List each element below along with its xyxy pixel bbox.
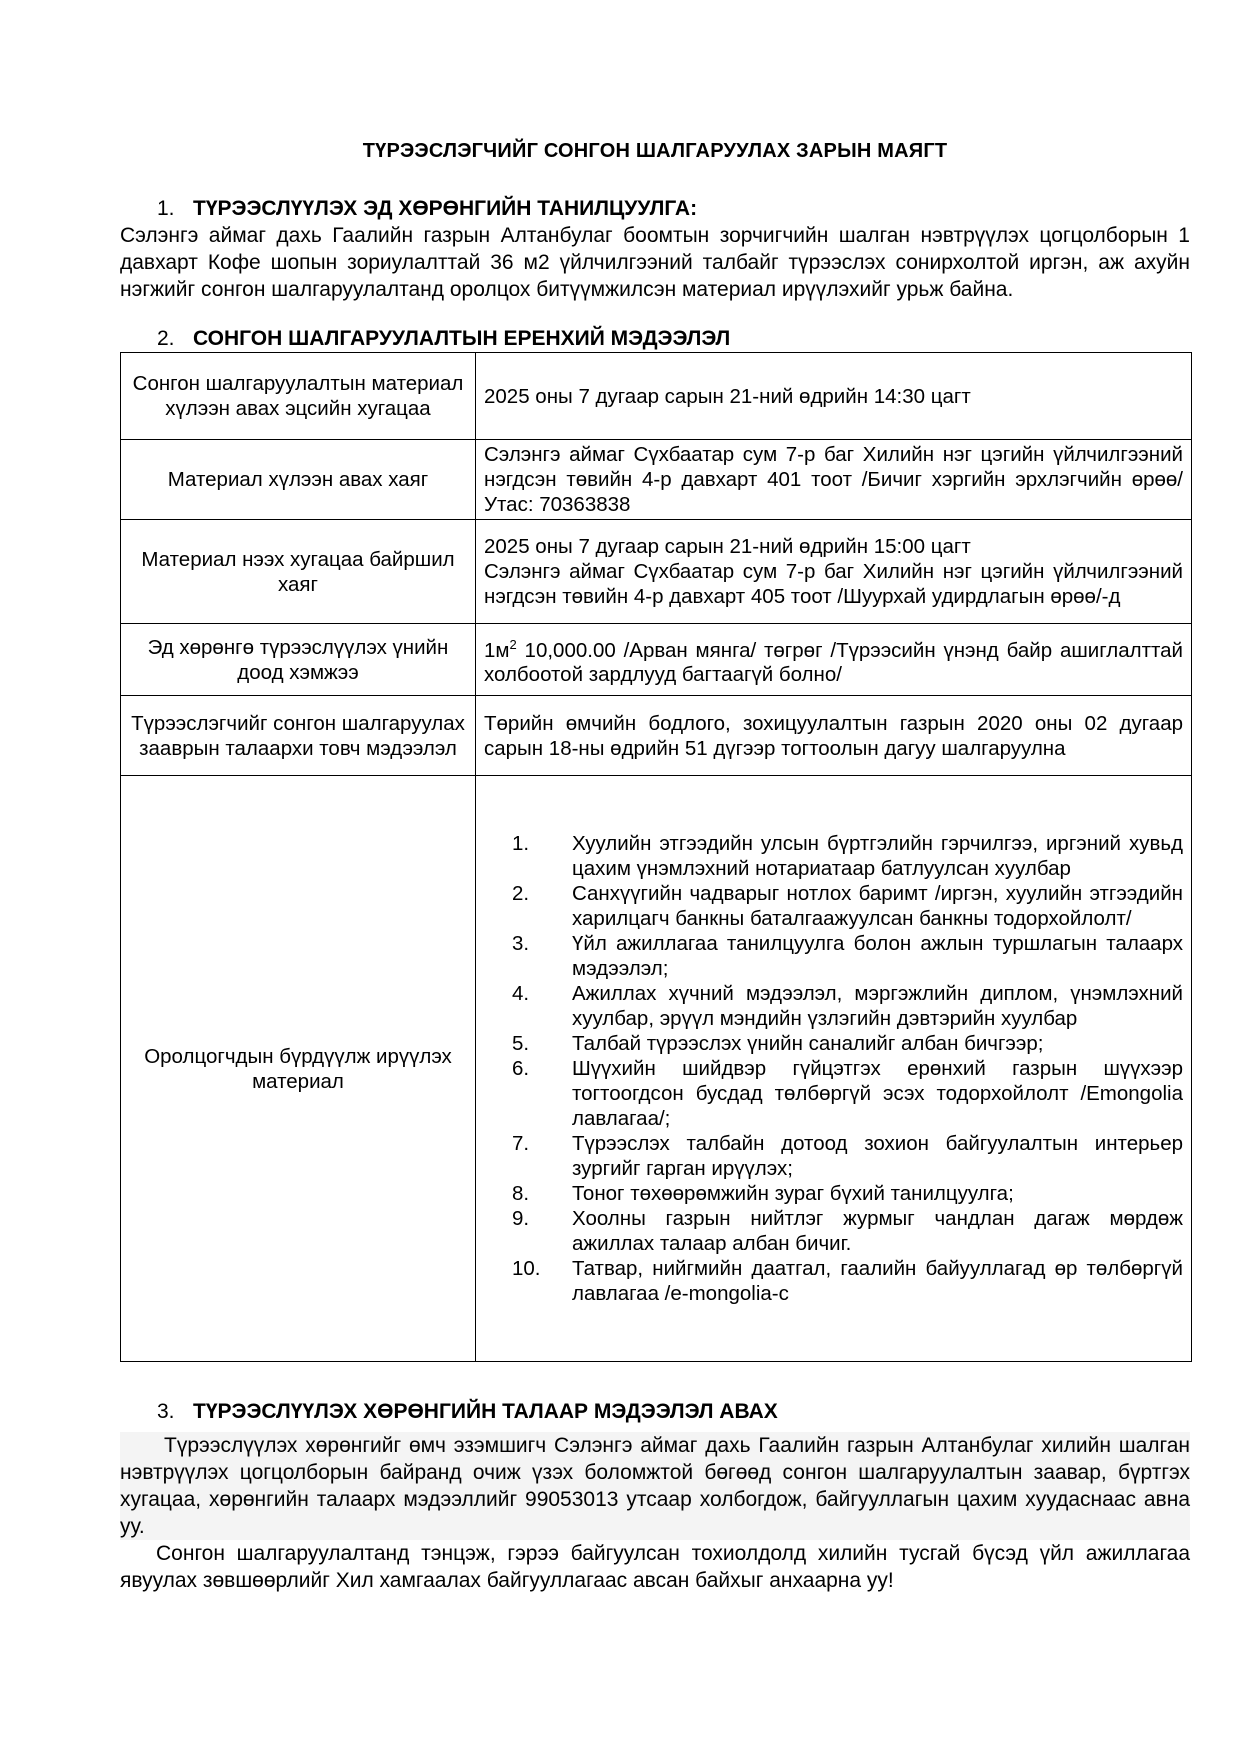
- list-item: [484, 1206, 1183, 1256]
- row-value-deadline: 2025 оны 7 дугаар сарын 21-ний өдрийн 14:30 цагт: [476, 353, 1192, 440]
- list-item-number: 8.: [512, 1182, 530, 1205]
- row-label-min-price: Эд хөрөнгө түрээслүүлэх үнийн доод хэмжээ: [121, 624, 476, 696]
- row-value-materials: [476, 776, 1192, 1362]
- materials-list: [484, 831, 1183, 1306]
- list-item: [484, 831, 1183, 881]
- section3-paragraph-1: Түрээслүүлэх хөрөнгийг өмч эзэмшигч Сэлэнгэ аймаг дахь Гаалийн газрын Алтанбулаг хилийн шалган нэвтрүүлэх цогцолборын байранд очиж үзэх боломжтой бөгөөд сонгон шалгаруулалтын заавар, бүртгэх хугацаа, хөрөнгийн талаарх мэдээллийг 99053013 утсаар холбогдож, байгууллагын цахим хуудаснаас авна уу.: [120, 1434, 1190, 1538]
- opening-place: Сэлэнгэ аймаг Сүхбаатар сум 7-р баг Хилийн нэг цэгийн үйлчилгээний нэгдсэн төвийн 4-р давхарт 405 тоот /Шуурхай удирдлагын өрөө/-д: [484, 560, 1183, 608]
- list-item: [484, 1256, 1183, 1306]
- table-row: [121, 353, 1192, 440]
- list-item-number: 10.: [512, 1257, 541, 1280]
- list-item: [484, 1056, 1183, 1131]
- list-item: [484, 1031, 1183, 1056]
- row-label-instructions: Түрээслэгчийг сонгон шалгаруулах зааврын талаархи товч мэдээлэл: [121, 696, 476, 776]
- list-item-text: Тоног төхөөрөмжийн зураг бүхий танилцуулга;: [572, 1182, 1014, 1205]
- list-item-text: Түрээслэх талбайн дотоод зохион байгуулалтын интерьер зургийг гарган ирүүлэх;: [572, 1132, 1183, 1180]
- list-item-text: Санхүүгийн чадварыг нотлох баримт /иргэн, хуулийн этгээдийн харилцагч банкны баталгаажуулсан банкны тодорхойлолт/: [572, 882, 1183, 930]
- section3-title: ТҮРЭЭСЛҮҮЛЭХ ХӨРӨНГИЙН ТАЛААР МЭДЭЭЛЭЛ АВАХ: [193, 1400, 778, 1423]
- section2-title: СОНГОН ШАЛГАРУУЛАЛТЫН ЕРЕНХИЙ МЭДЭЭЛЭЛ: [193, 327, 731, 350]
- row-label-materials: Оролцогчдын бүрдүүлж ирүүлэх материал: [121, 776, 476, 1362]
- table-row: [121, 624, 1192, 696]
- list-item-number: 5.: [512, 1032, 530, 1055]
- list-item-number: 4.: [512, 982, 530, 1005]
- row-value-address: Сэлэнгэ аймаг Сүхбаатар сум 7-р баг Хилийн нэг цэгийн үйлчилгээний нэгдсэн төвийн 4-р давхарт 401 тоот /Бичиг хэргийн эрхлэгчийн өрөө/ Утас: 70363838: [476, 440, 1192, 520]
- row-label-address: Материал хүлээн авах хаяг: [121, 440, 476, 520]
- row-value-min-price: [476, 624, 1192, 696]
- section1-number: 1.: [157, 197, 175, 220]
- section1-heading: [157, 197, 697, 221]
- price-unit: 1м: [484, 638, 510, 662]
- price-unit-exponent: 2: [509, 636, 517, 652]
- section2-heading: [157, 327, 730, 351]
- list-item-text: Хоолны газрын нийтлэг журмыг чандлан дагаж мөрдөж ажиллах талаар албан бичиг.: [572, 1207, 1183, 1255]
- section3-number: 3.: [157, 1400, 175, 1423]
- list-item-number: 9.: [512, 1207, 530, 1230]
- row-value-opening: [476, 520, 1192, 624]
- list-item-number: 6.: [512, 1057, 530, 1080]
- list-item-number: 3.: [512, 932, 530, 955]
- list-item-text: Ажиллах хүчний мэдээлэл, мэргэжлийн диплом, үнэмлэхний хуулбар, эрүүл мэндийн үзлэгийн дэвтэрийн хуулбар: [572, 982, 1183, 1030]
- table-row: [121, 776, 1192, 1362]
- list-item: [484, 981, 1183, 1031]
- list-item-text: Хуулийн этгээдийн улсын бүртгэлийн гэрчилгээ, иргэний хувьд цахим үнэмлэхний нотариатаар батлуулсан хуулбар: [572, 832, 1183, 880]
- table-row: [121, 440, 1192, 520]
- section2-number: 2.: [157, 327, 175, 350]
- section3-paragraph-2: Сонгон шалгаруулалтанд тэнцэж, гэрээ байгуулсан тохиолдолд хилийн тусгай бүсэд үйл ажиллагаа явуулах зөвшөөрлийг Хил хамгаалах байгууллагаас авсан байхыг анхаарна уу!: [120, 1542, 1190, 1592]
- page-title: ТҮРЭЭСЛЭГЧИЙГ СОНГОН ШАЛГАРУУЛАХ ЗАРЫН МАЯГТ: [362, 140, 948, 162]
- list-item-text: Шүүхийн шийдвэр гүйцэтгэх ерөнхий газрын шүүхээр тогтоогдсон бусдад төлбөргүй эсэх тодорхойлолт /Emongolia лавлагаа/;: [572, 1057, 1183, 1130]
- row-value-instructions: Төрийн өмчийн бодлого, зохицуулалтын газрын 2020 оны 02 дугаар сарын 18-ны өдрийн 51 дүгээр тогтоолын дагуу шалгаруулна: [476, 696, 1192, 776]
- list-item-text: Үйл ажиллагаа танилцуулга болон ажлын туршлагын талаарх мэдээлэл;: [572, 932, 1183, 980]
- list-item: [484, 881, 1183, 931]
- price-text: 10,000.00 /Арван мянга/ төгрөг /Түрээсийн үнэнд байр ашиглалттай холбоотой зардлууд багтаагүй болно/: [484, 638, 1183, 687]
- list-item-number: 2.: [512, 882, 530, 905]
- general-info-table: [120, 352, 1192, 1362]
- list-item: [484, 1131, 1183, 1181]
- row-label-opening: Материал нээх хугацаа байршил хаяг: [121, 520, 476, 624]
- section3-heading: [157, 1400, 778, 1424]
- list-item-number: 1.: [512, 832, 530, 855]
- opening-time: 2025 оны 7 дугаар сарын 21-ний өдрийн 15:00 цагт: [484, 535, 971, 558]
- table-row: [121, 696, 1192, 776]
- list-item-text: Татвар, нийгмийн даатгал, гаалийн байууллагад өр төлбөргүй лавлагаа /e-mongolia-с: [572, 1257, 1183, 1305]
- section1-title: ТҮРЭЭСЛҮҮЛЭХ ЭД ХӨРӨНГИЙН ТАНИЛЦУУЛГА:: [193, 197, 698, 220]
- table-row: [121, 520, 1192, 624]
- list-item-text: Талбай түрээслэх үнийн саналийг албан бичгээр;: [572, 1032, 1044, 1055]
- list-item-number: 7.: [512, 1132, 530, 1155]
- section1-text: Сэлэнгэ аймаг дахь Гаалийн газрын Алтанбулаг боомтын зорчигчийн шалган нэвтрүүлэх цогцолборын 1 давхарт Кофе шопын зориулалттай 36 м2 үйлчилгээний талбайг түрээслэх сонирхолтой иргэн, аж ахуйн нэгжийг сонгон шалгаруулалтанд оролцох битүүмжилсэн материал ирүүлэхийг урьж байна.: [120, 224, 1190, 301]
- list-item: [484, 1181, 1183, 1206]
- row-label-deadline: Сонгон шалгаруулалтын материал хүлээн авах эцсийн хугацаа: [121, 353, 476, 440]
- list-item: [484, 931, 1183, 981]
